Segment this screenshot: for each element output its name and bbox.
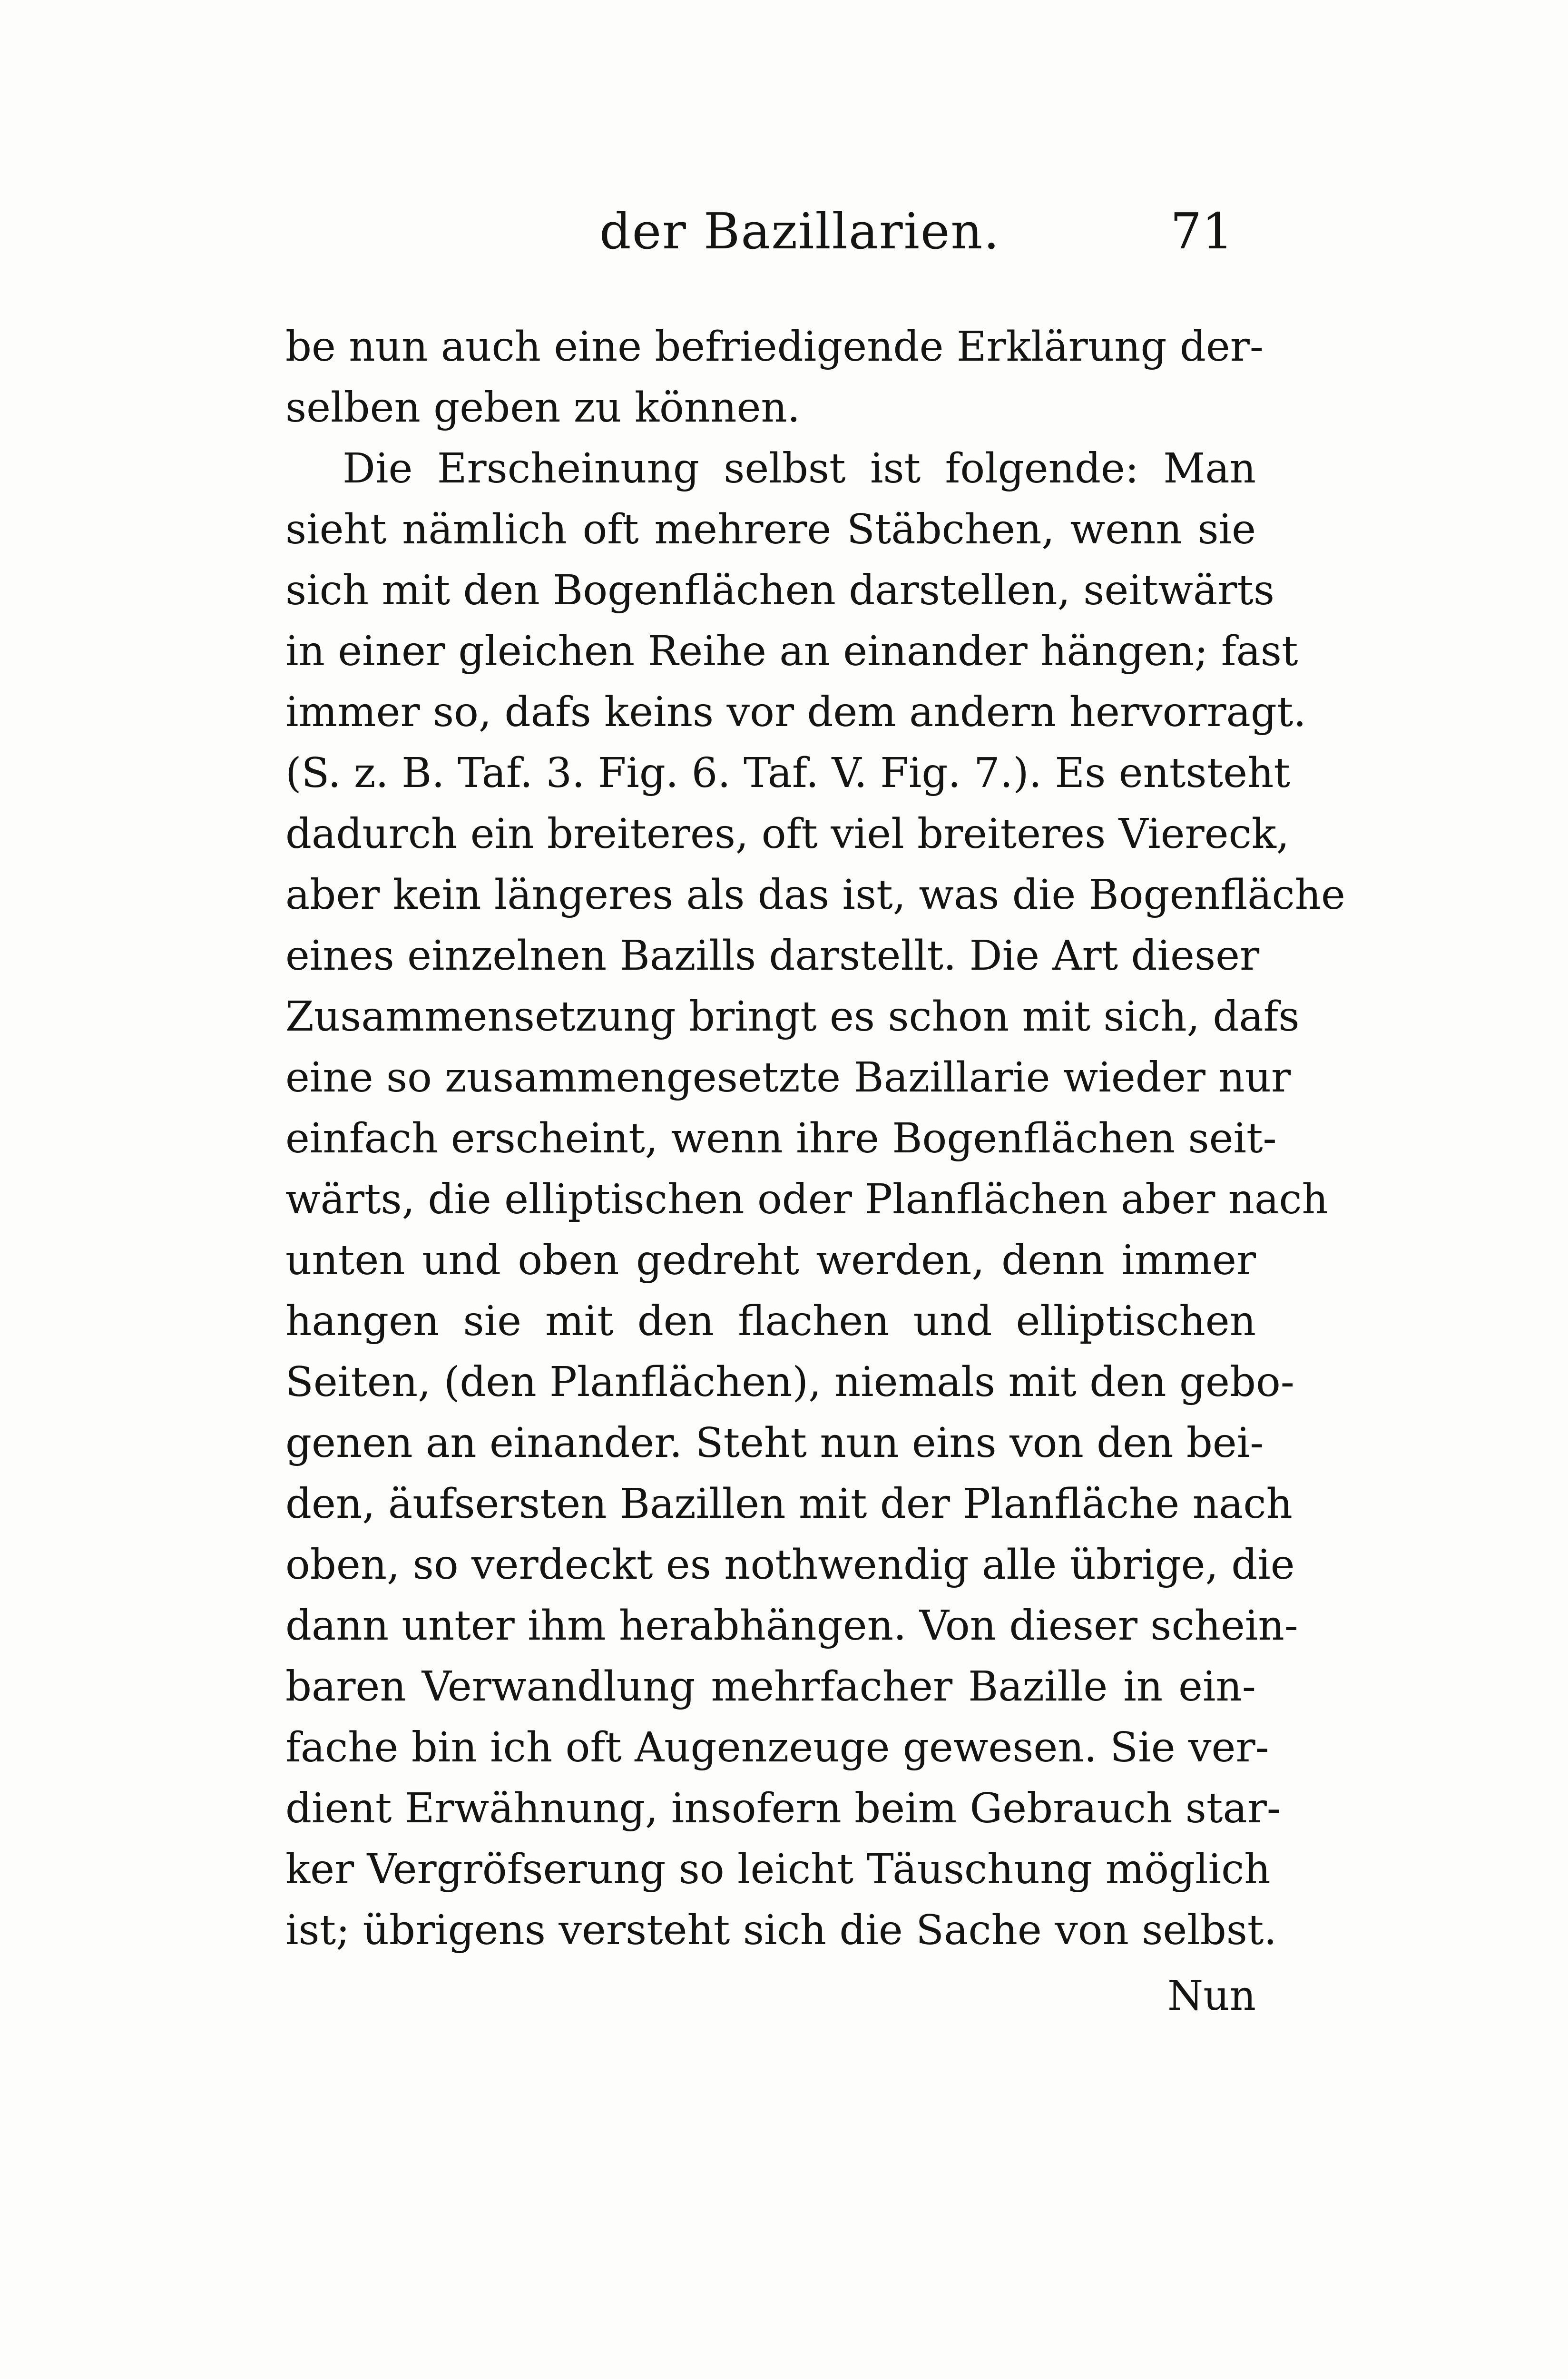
text-line: sieht nämlich oft mehrere Stäbchen, wenn sie <box>285 506 1256 553</box>
text-line: wärts, die elliptischen oder Planflächen aber nach <box>285 1176 1328 1223</box>
text-line: dadurch ein breiteres, oft viel breiteres Viereck, <box>285 810 1290 858</box>
paragraph-first-line: Die Erscheinung selbst ist folgende: Man <box>343 445 1256 492</box>
text-line: in einer gleichen Reihe an einander hängen; fast <box>285 628 1298 675</box>
text-line: genen an einander. Steht nun eins von den bei- <box>285 1419 1264 1467</box>
text-line: Seiten, (den Planflächen), niemals mit den gebo- <box>285 1358 1294 1406</box>
text-line: unten und oben gedreht werden, denn immer <box>285 1237 1256 1284</box>
text-line: Zusammensetzung bringt es schon mit sich, dafs <box>285 993 1300 1041</box>
text-line: sich mit den Bogenflächen darstellen, seitwärts <box>285 567 1275 614</box>
text-line: oben, so verdeckt es nothwendig alle übrige, die <box>285 1541 1295 1589</box>
text-line: ist; übrigens versteht sich die Sache von selbst. <box>285 1907 1277 1954</box>
text-line: selben geben zu können. <box>285 384 801 432</box>
text-line: (S. z. B. Taf. 3. Fig. 6. Taf. V. Fig. 7.). Es entsteht <box>285 749 1290 797</box>
text-line: einfach erscheint, wenn ihre Bogenflächen seit- <box>285 1115 1277 1162</box>
text-line: immer so, dafs keins vor dem andern hervorragt. <box>285 688 1306 736</box>
text-line: eine so zusammengesetzte Bazillarie wieder nur <box>285 1054 1291 1101</box>
text-line: be nun auch eine befriedigende Erklärung der- <box>285 323 1264 371</box>
text-line: baren Verwandlung mehrfacher Bazille in ein- <box>285 1663 1256 1711</box>
text-line: dann unter ihm herabhängen. Von dieser schein- <box>285 1602 1298 1650</box>
text-line: den, äufsersten Bazillen mit der Planfläche nach <box>285 1480 1293 1528</box>
text-line: ker Vergröfserung so leicht Täuschung möglich <box>285 1846 1271 1893</box>
running-head: der Bazillarien. <box>599 202 1000 260</box>
page-number: 71 <box>1170 202 1234 260</box>
text-line: eines einzelnen Bazills darstellt. Die Art dieser <box>285 932 1260 980</box>
catchword: Nun <box>1167 1972 1256 2020</box>
text-line: fache bin ich oft Augenzeuge gewesen. Sie ver- <box>285 1724 1269 1771</box>
text-line: dient Erwähnung, insofern beim Gebrauch star- <box>285 1785 1281 1832</box>
body-text <box>285 316 1345 1961</box>
text-line: hangen sie mit den flachen und elliptischen <box>285 1298 1256 1345</box>
text-line: aber kein längeres als das ist, was die Bogenfläche <box>285 871 1345 919</box>
